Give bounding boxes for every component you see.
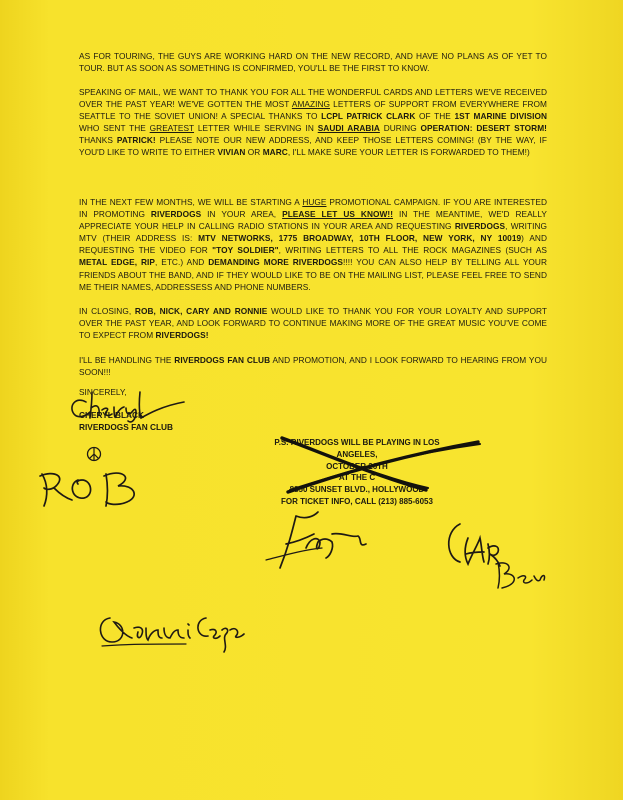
sender-name: CHERYL BLACK [79,410,144,420]
touring-paragraph [79,50,547,74]
text-run: RIVERDOGS [150,209,202,220]
text-run: RIVERDOGS [454,221,506,232]
text-run: PLEASE NOTE OUR NEW ADDRESS, AND KEEP THOSE LETTERS COMING! (BY THE WAY, IF YOU'D LIKE TO WRITE TO EITHER [79,135,547,158]
text-run: WHO SENT THE [79,123,150,134]
text-run: DEMANDING MORE RIVERDOGS [208,257,343,268]
text-run: OR [245,147,263,158]
gig-line-4: 8850 SUNSET BLVD., HOLLYWOOD [289,485,425,495]
text-run: DURING [379,123,421,134]
closing-salutation: SINCERELY, [79,387,127,397]
rob-signature [34,466,164,510]
text-run: SPEAKING OF MAIL, WE WANT TO THANK YOU FOR ALL THE WONDERFUL CARDS AND LETTERS WE'VE RECEIVED OVER THE PAST YEAR! WE'VE GOTTEN THE MOST [79,87,547,110]
text-run: AMAZING [291,99,331,110]
text-run: 1ST MARINE DIVISION [454,111,547,122]
text-run: , WRITING MTV (THEIR ADDRESS IS: [79,221,547,244]
gig-line-3: AT THE C [338,473,376,483]
text-run: LETTERS OF SUPPORT FROM EVERYWHERE FROM SEATTLE TO THE SOVIET UNION! A SPECIAL THANKS TO [79,99,547,122]
text-run: WOULD LIKE TO THANK YOU FOR YOUR LOYALTY AND SUPPORT OVER THE PAST YEAR, AND LOOK FORWARD TO CONTINUE MAKING MORE OF THE GREAT MUSIC YOU'VE COME TO EXPECT FROM [79,306,547,341]
text-run: IN CLOSING, [79,306,135,316]
text-run: LETTER WHILE SERVING IN [194,123,318,134]
text-run: , I'LL MAKE SURE YOUR LETTER IS FORWARDED TO THEM!) [287,147,530,158]
gig-line-5: FOR TICKET INFO, CALL (213) 885-6053 [281,496,433,506]
text-run: PLEASE LET US KNOW!! [282,209,394,220]
text-run: ROB, NICK, CARY AND RONNIE [134,306,268,316]
mail-paragraph [79,86,547,159]
closing-paragraph [79,305,547,341]
text-run: AND PROMOTION, AND I LOOK FORWARD TO HEARING FROM YOU SOON!!! [79,355,548,378]
text-run: I'LL BE HANDLING THE [79,355,175,365]
nick-signature [262,508,382,576]
text-run: IN THE MEANTIME, WE'D REALLY APPRECIATE YOUR HELP IN CALLING RADIO STATIONS IN YOUR AREA AND REQUESTING [79,209,547,232]
text-run: OF THE [415,111,455,122]
gig-line-2: OCTOBER 26TH [326,461,388,471]
text-run: IN YOUR AREA, [201,209,283,220]
text-run: OPERATION: DESERT STORM! [420,123,547,134]
text-run: THANKS [79,135,117,146]
sender-title: RIVERDOGS FAN CLUB [79,422,174,432]
text-run: AS FOR TOURING, THE GUYS ARE WORKING HARD ON THE NEW RECORD, AND HAVE NO PLANS AS OF YET TO TOUR. BUT AS SOON AS SOMETHING IS CONFIRMED, YOU'LL BE THE FIRST TO KNOW. [79,51,547,74]
text-run: RIVERDOGS! [155,330,209,341]
cross-out-mark [250,430,490,500]
text-run: SAUDI ARABIA [317,123,380,134]
text-run: VIVIAN [217,147,246,158]
text-run: , ETC.) AND [154,257,209,268]
text-run: MTV NETWORKS, 1775 BROADWAY, 10TH FLOOR, NEW YORK, NY 10019 [198,233,522,244]
peace-sign-icon [86,446,102,462]
gig-line-1: P.S. RIVERDOGS WILL BE PLAYING IN LOS ANGELES, [274,438,440,459]
text-run: GREATEST [149,123,195,134]
text-run: , WRITING LETTERS TO ALL THE ROCK MAGAZINES (SUCH AS [278,245,547,256]
cary-signature [438,518,548,598]
text-run: HUGE [302,197,327,207]
fan-club-paragraph [79,354,547,378]
ronnie-signature [96,604,256,656]
text-run: ) AND REQUESTING THE VIDEO FOR [79,233,547,256]
text-run: METAL EDGE, RIP [79,257,155,268]
text-run: MARC [262,147,288,158]
promotion-paragraph [79,196,547,293]
text-run: RIVERDOGS FAN CLUB [174,355,271,365]
text-run: !!!! YOU CAN ALSO HELP BY TELLING ALL YOUR FRIENDS ABOUT THE BAND, AND IF THEY WOULD LIKE TO BE ON THE MAILING LIST, PLEASE FEEL FREE TO SEND ME THEIR NAMES, ADDRESSESS AND PHONE NUMBERS. [79,257,548,292]
text-run: PATRICK! [116,135,156,146]
text-run: "TOY SOLDIER" [212,245,279,256]
text-run: PROMOTIONAL CAMPAIGN. IF YOU ARE INTERESTED IN PROMOTING [79,197,547,220]
text-run: IN THE NEXT FEW MONTHS, WE WILL BE STARTING A [79,197,303,207]
text-run: LCPL PATRICK CLARK [321,111,416,122]
